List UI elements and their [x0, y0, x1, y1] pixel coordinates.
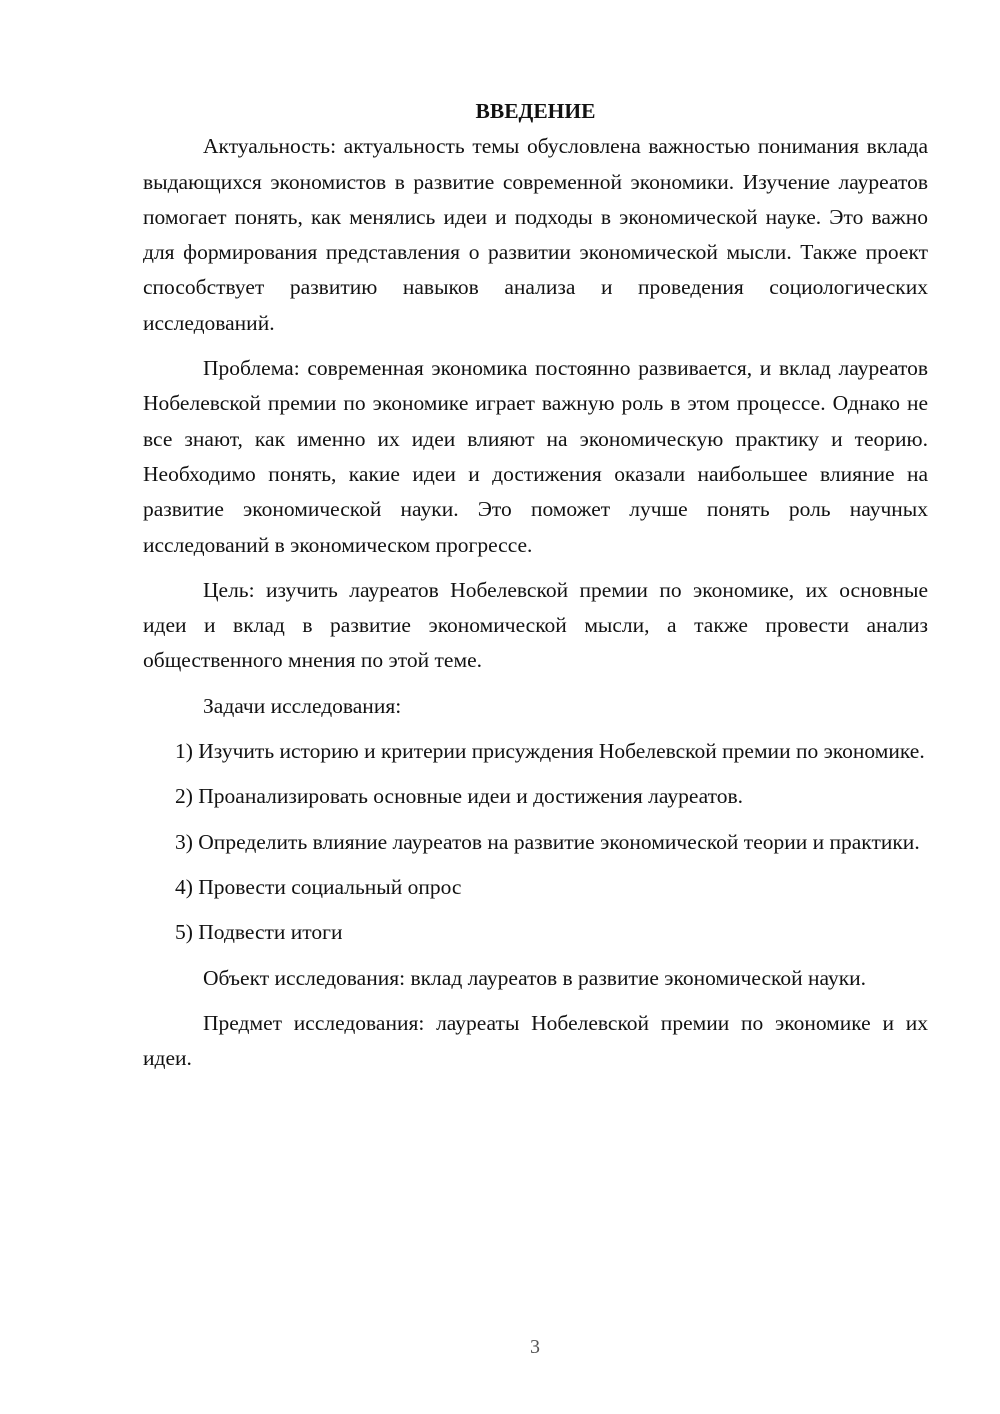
- section-title: ВВЕДЕНИЕ: [475, 99, 596, 123]
- paragraph-subject: Предмет исследования: лауреаты Нобелевской премии по экономике и их идеи.: [143, 1010, 928, 1071]
- page-number: 3: [530, 1336, 540, 1358]
- paragraph-problem: Проблема: современная экономика постоянно развивается, и вклад лауреатов Нобелевской премии по экономике играет важную роль в этом процессе. Однако не все знают, как именно их идеи влияют на экономическую практику и теорию. Необходимо понять, какие идеи и достижения оказали наибольшее влияние на развитие экономической науки. Это поможет лучше понять роль научных исследований в экономическом прогрессе.: [143, 356, 928, 557]
- paragraph-relevance: Актуальность: актуальность темы обусловлена важностью понимания вклада выдающихся экономистов в развитие современной экономики. Изучение лауреатов помогает понять, как менялись идеи и подходы в экономической науке. Это важно для формирования представления о развитии экономической мысли. Также проект способствует развитию навыков анализа и проведения социологических исследований.: [143, 134, 928, 335]
- task-item-1: 1) Изучить историю и критерии присуждения Нобелевской премии по экономике.: [175, 739, 925, 764]
- task-item-2: 2) Проанализировать основные идеи и достижения лауреатов.: [175, 784, 744, 809]
- task-item-4: 4) Провести социальный опрос: [175, 874, 462, 899]
- paragraph-object: Объект исследования: вклад лауреатов в развитие экономической науки.: [203, 965, 867, 990]
- task-item-3: 3) Определить влияние лауреатов на развитие экономической теории и практики.: [175, 829, 920, 854]
- paragraph-goal: Цель: изучить лауреатов Нобелевской премии по экономике, их основные идеи и вклад в развитие экономической мысли, а также провести анализ общественного мнения по этой теме.: [143, 577, 928, 673]
- paragraph-tasks-heading: Задачи исследования:: [203, 693, 402, 718]
- task-item-5: 5) Подвести итоги: [175, 920, 343, 945]
- document-page: [143, 94, 928, 1086]
